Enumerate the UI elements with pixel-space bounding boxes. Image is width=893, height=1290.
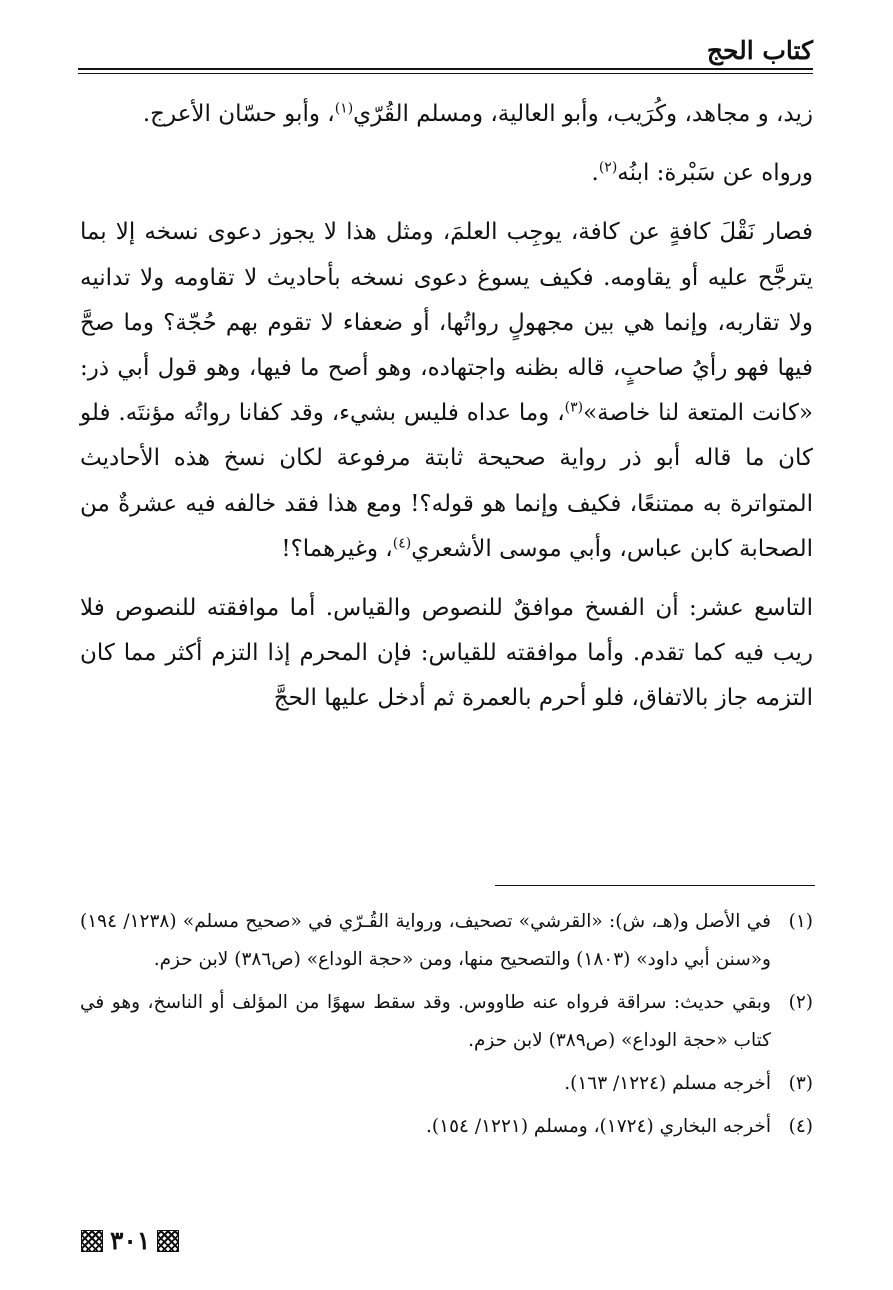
footnote-ref-3[interactable]: (٣) (564, 399, 584, 416)
header-rule (78, 68, 813, 74)
footnote-text: أخرجه البخاري (١٧٢٤)، ومسلم (١٢٢١/ ١٥٤). (426, 1116, 771, 1137)
footnote-text: في الأصل و(هـ، ش): «القرشي» تصحيف، ورواية القُـرّي في «صحيح مسلم» (١٢٣٨/ ١٩٤) و«سنن أبي داود» (١٨٠٣) والتصحيح منها، ومن «حجة الوداع» (ص٣٨٦) لابن حزم. (80, 911, 771, 970)
footnote-separator (495, 885, 815, 886)
footnote-item (80, 1108, 813, 1146)
footnote-number: (٢) (788, 992, 813, 1013)
paragraph-1-text-b: ، وأبو حسّان الأعرج. (142, 101, 335, 127)
paragraph-1-text-a: زيد، و مجاهد، وكُرَيب، وأبو العالية، ومسلم القُرّي (353, 101, 813, 127)
paragraph-1 (80, 92, 813, 137)
ornament-left-icon (81, 1230, 103, 1252)
footnote-number: (١) (788, 911, 813, 932)
paragraph-2 (80, 151, 813, 196)
footnote-ref-4[interactable]: (٤) (392, 535, 412, 552)
footnotes (80, 903, 813, 1151)
footnote-text: أخرجه مسلم (١٢٢٤/ ١٦٣). (564, 1073, 771, 1094)
footnote-ref-2[interactable]: (٢) (598, 159, 618, 176)
footnote-item (80, 1065, 813, 1103)
paragraph-3-text-a: فصار نَقْلَ كافةٍ عن كافة، يوجِب العلمَ، ومثل هذا لا يجوز دعوى نسخه إلا بما يترجَّح عليه أو يقاومه. فكيف يسوغ دعوى نسخه بأحاديث لا تقاومه ولا تدانيه ولا تقاربه، وإنما هي بين مجهولٍ رواتُها، أو ضعفاء لا تقوم بهم حُجّة؟ وما صحَّ فيها فهو رأيُ صاحبٍ، قاله بظنه واجتهاده، وهو أصح ما فيها، وهو قول أبي ذر: «كانت المتعة لنا خاصة» (80, 219, 813, 427)
page-folio (78, 1226, 182, 1255)
page-number: ٣٠١ (110, 1226, 151, 1255)
footnote-item (80, 903, 813, 979)
footnote-item (80, 984, 813, 1060)
ornament-right-icon (157, 1230, 179, 1252)
paragraph-3 (80, 210, 813, 572)
paragraph-3-text-c: ، وغيرهما؟! (281, 535, 393, 562)
footnote-text: وبقي حديث: سراقة فرواه عنه طاووس. وقد سقط سهوًا من المؤلف أو الناسخ، وهو في كتاب «حجة الوداع» (ص٣٨٩) لابن حزم. (80, 992, 771, 1051)
footnote-number: (٣) (788, 1073, 813, 1094)
paragraph-2-text-a: ورواه عن سَبْرة: ابنُه (617, 160, 813, 187)
main-text (80, 92, 813, 736)
footnote-number: (٤) (788, 1116, 813, 1137)
paragraph-3-text-b: ، وما عداه فليس بشيء، وقد كفانا رواتُه مؤنتَه. فلو كان ما قاله أبو ذر رواية صحيحة ثابتة مرفوعة لكان نسخ هذه الأحاديث المتواترة به ممتنعًا، فكيف وإنما هو قوله؟! ومع هذا فقد خالفه فيه عشرةٌ من الصحابة كابن عباس، وأبي موسى الأشعري (80, 400, 813, 562)
running-title: كتاب الحج (706, 36, 813, 65)
paragraph-2-text-b: . (591, 160, 599, 187)
paragraph-4: التاسع عشر: أن الفسخ موافقٌ للنصوص والقياس. أما موافقته للنصوص فلا ريب فيه كما تقدم. وأما موافقته للقياس: فإن المحرم إذا التزم أكثر مما كان التزمه جاز بالاتفاق، فلو أحرم بالعمرة ثم أدخل عليها الحجَّ (80, 595, 813, 712)
footnote-ref-1[interactable]: (١) (334, 100, 354, 117)
